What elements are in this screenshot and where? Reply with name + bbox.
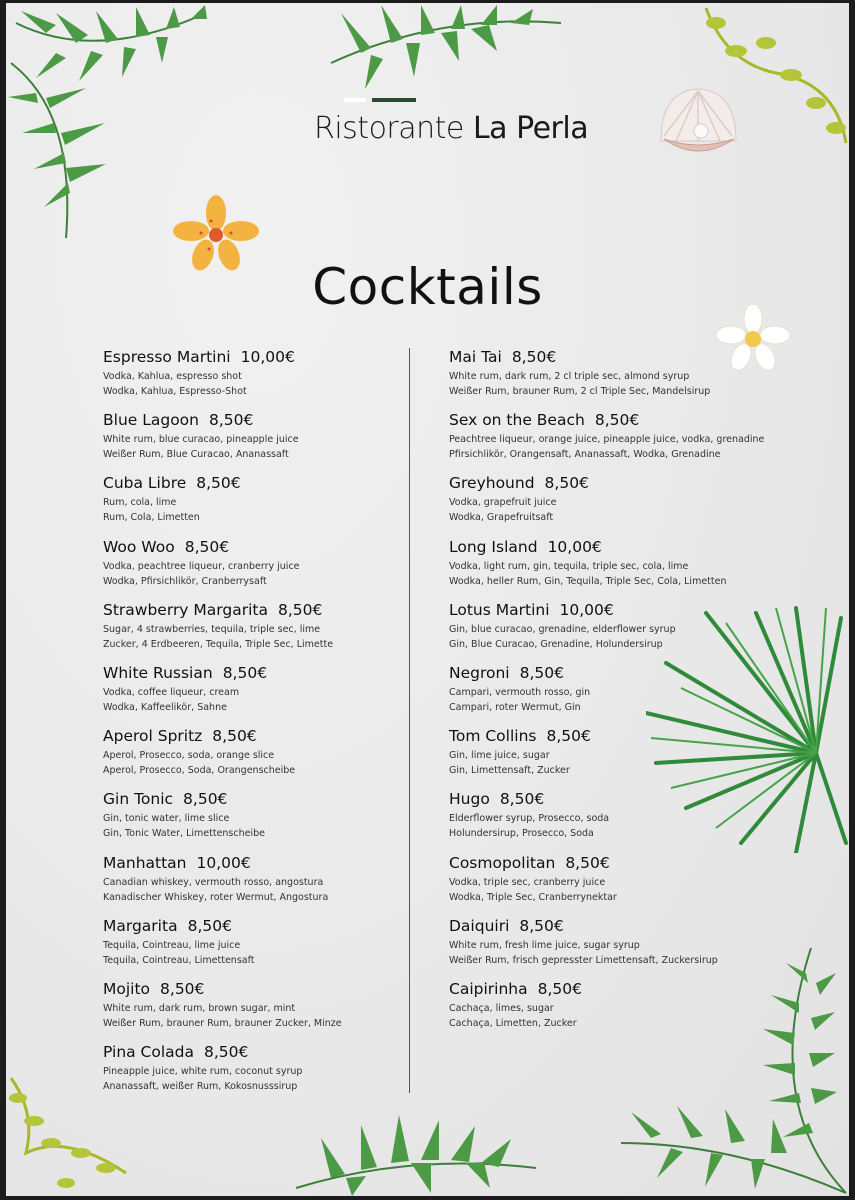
item-desc-en: Canadian whiskey, vermouth rosso, angostura [103,876,324,888]
item-desc-en: White rum, blue curacao, pineapple juice [103,434,299,446]
item-desc-en: White rum, fresh lime juice, sugar syrup [449,939,640,951]
item-desc-de: Gin, Blue Curacao, Grenadine, Holundersirup [449,638,663,650]
menu-item [103,1042,393,1105]
menu-item [103,979,393,1042]
item-desc-de: Aperol, Prosecco, Soda, Orangenscheibe [103,765,296,777]
item-price: 10,00€ [547,537,602,556]
item-desc-de: Campari, roter Wermut, Gin [449,701,581,713]
item-name: Cuba Libre [103,474,187,493]
item-name: Blue Lagoon [103,411,199,430]
item-desc-de: Ananassaft, weißer Rum, Kokosnusssirup [103,1081,298,1093]
menu-item [103,853,393,916]
item-name: Espresso Martini [103,348,231,366]
item-price: 8,50€ [519,663,564,682]
menu-item [103,726,393,789]
item-desc-en: Vodka, triple sec, cranberry juice [449,876,606,888]
item-desc-en: Cachaça, limes, sugar [449,1002,554,1014]
item-desc-de: Wodka, Kaffeelikör, Sahne [103,701,227,713]
item-name: Long Island [449,537,538,556]
menu-page [6,3,849,1196]
item-price: 8,50€ [519,916,564,935]
item-desc-en: Vodka, light rum, gin, tequila, triple sec, cola, lime [449,560,689,572]
item-price: 10,00€ [559,600,614,619]
item-price: 8,50€ [204,1043,249,1062]
item-name: Lotus Martini [449,600,550,619]
item-desc-en: Rum, cola, lime [103,497,177,509]
item-name: Pina Colada [103,1043,195,1062]
item-desc-de: Gin, Limettensaft, Zucker [449,765,570,777]
item-desc-de: Zucker, 4 Erdbeeren, Tequila, Triple Sec, Limette [103,638,334,650]
item-price: 8,50€ [537,979,582,998]
item-name: Negroni [449,663,510,682]
item-name: Aperol Spritz [103,727,203,746]
item-desc-en: Aperol, Prosecco, soda, orange slice [103,750,275,762]
menu-item [449,473,779,536]
item-price: 8,50€ [499,790,545,809]
item-desc-de: Weißer Rum, frisch gepresster Limettensaft, Zuckersirup [449,954,718,966]
item-price: 8,50€ [184,537,230,556]
item-name: Manhattan [103,853,187,872]
item-price: 8,50€ [565,853,610,872]
menu-item [103,347,393,410]
leaf-bottom-center-icon [291,1113,541,1196]
menu-item [103,789,393,852]
item-price: 8,50€ [160,979,205,998]
item-desc-en: Elderflower syrup, Prosecco, soda [449,813,610,825]
item-desc-de: Gin, Tonic Water, Limettenscheibe [103,828,265,840]
item-desc-de: Wodka, Pfirsichlikör, Cranberrysaft [103,575,267,587]
item-price: 8,50€ [594,411,640,430]
item-price: 8,50€ [544,474,589,493]
item-name: Tom Collins [449,727,537,746]
palm-leaves-bottom-right-icon [611,943,849,1196]
menu-item [449,410,779,473]
pearl-shell-icon [656,81,741,163]
item-desc-en: Tequila, Cointreau, lime juice [103,939,241,951]
item-price: 8,50€ [511,348,557,366]
item-desc-en: Pineapple juice, white rum, coconut syrup [103,1066,303,1078]
item-desc-de: Kanadischer Whiskey, roter Wermut, Angostura [103,891,329,903]
item-name: Mai Tai [449,348,502,366]
menu-item [449,537,779,600]
restaurant-name-part1: Ristorante [314,111,464,146]
item-price: 8,50€ [546,727,591,746]
item-name: Cosmopolitan [449,853,556,872]
item-desc-de: Tequila, Cointreau, Limettensaft [103,954,255,966]
item-name: Woo Woo [103,537,175,556]
leaf-top-center-icon [321,3,571,93]
item-price: 8,50€ [277,600,323,619]
item-desc-en: Gin, tonic water, lime slice [103,813,230,825]
item-desc-en: Sugar, 4 strawberries, tequila, triple sec, lime [103,623,321,635]
item-desc-de: Wodka, heller Rum, Gin, Tequila, Triple Sec, Cola, Limetten [449,575,727,587]
item-price: 8,50€ [187,916,232,935]
item-desc-de: Holundersirup, Prosecco, Soda [449,828,594,840]
item-desc-de: Weißer Rum, Blue Curacao, Ananassaft [103,449,289,461]
restaurant-logo [314,111,674,146]
item-desc-en: White rum, dark rum, brown sugar, mint [103,1002,296,1014]
menu-item [449,853,779,916]
item-name: Sex on the Beach [449,411,585,430]
item-price: 8,50€ [196,474,241,493]
item-name: Gin Tonic [103,790,174,809]
item-name: Margarita [103,916,178,935]
item-name: Strawberry Margarita [103,600,268,619]
item-desc-en: Peachtree liqueur, orange juice, pineapple juice, vodka, grenadine [449,434,765,446]
item-desc-de: Wodka, Triple Sec, Cranberrynektar [449,891,617,903]
item-desc-en: Vodka, coffee liqueur, cream [103,686,240,698]
item-desc-en: Vodka, Kahlua, espresso shot [103,371,242,382]
page-title: Cocktails [312,258,543,316]
menu-column-left [103,347,393,1105]
item-desc-de: Rum, Cola, Limetten [103,512,200,524]
item-desc-en: Vodka, peachtree liqueur, cranberry juice [103,560,300,572]
menu-item [449,347,779,410]
item-desc-de: Wodka, Kahlua, Espresso-Shot [103,386,247,397]
item-desc-en: White rum, dark rum, 2 cl triple sec, almond syrup [449,371,690,382]
item-desc-de: Wodka, Grapefruitsaft [449,512,554,524]
fan-palm-leaf-icon [646,603,849,853]
item-name: White Russian [103,663,213,682]
item-desc-en: Gin, lime juice, sugar [449,750,550,762]
menu-item [103,537,393,600]
item-price: 8,50€ [183,790,228,809]
item-price: 8,50€ [209,411,254,430]
item-desc-de: Cachaça, Limetten, Zucker [449,1017,577,1029]
item-name: Mojito [103,979,151,998]
item-desc-en: Gin, blue curacao, grenadine, elderflower syrup [449,623,676,635]
item-desc-en: Campari, vermouth rosso, gin [449,686,591,698]
item-name: Greyhound [449,474,535,493]
menu-item [103,663,393,726]
menu-item [103,410,393,473]
menu-item [103,473,393,536]
item-price: 8,50€ [212,727,257,746]
item-desc-en: Vodka, grapefruit juice [449,497,557,509]
item-price: 8,50€ [222,663,268,682]
item-desc-de: Weißer Rum, brauner Rum, brauner Zucker, Minze [103,1017,342,1029]
item-name: Caipirinha [449,979,528,998]
vine-bottom-left-icon [6,1073,136,1196]
item-desc-de: Pfirsichlikör, Orangensaft, Ananassaft, Wodka, Grenadine [449,449,721,461]
column-divider [409,348,410,1093]
item-desc-de: Weißer Rum, brauner Rum, 2 cl Triple Sec, Mandelsirup [449,386,711,397]
menu-item [103,600,393,663]
item-name: Daiquiri [449,916,510,935]
restaurant-name-part2: La Perla [472,111,589,146]
item-name: Hugo [449,790,490,809]
menu-item [103,916,393,979]
item-price: 10,00€ [240,348,295,366]
item-price: 10,00€ [196,853,251,872]
